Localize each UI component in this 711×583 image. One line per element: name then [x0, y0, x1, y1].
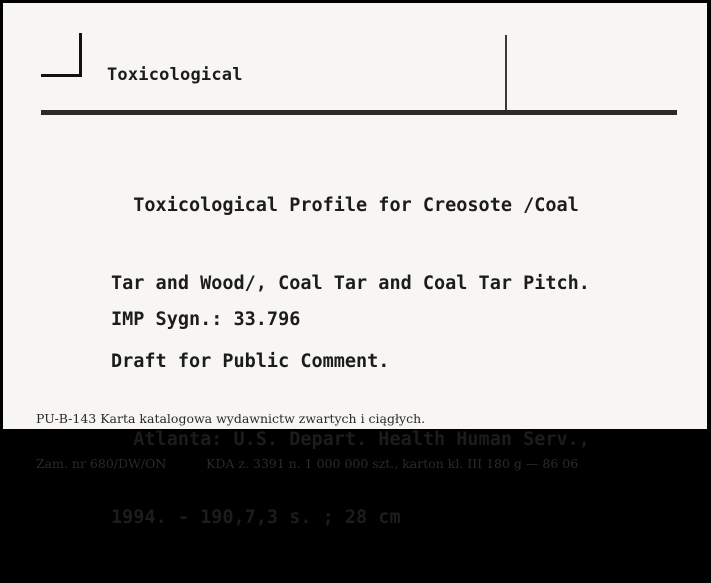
- corner-mark-horizontal: [41, 74, 82, 77]
- entry-line: 1994. - 190,7,3 s. ; 28 cm: [111, 507, 401, 528]
- entry-line: Toxicological Profile for Creosote /Coal: [111, 195, 579, 216]
- footer-line-form: PU-B-143 Karta katalogowa wydawnictw zwartych i ciągłych.: [36, 411, 426, 426]
- header-rule: [41, 110, 677, 115]
- catalog-entry: [111, 141, 691, 583]
- entry-line: Draft for Public Comment.: [111, 351, 390, 372]
- shelf-signature: IMP Sygn.: 33.796: [111, 309, 301, 330]
- catalog-card: [3, 3, 707, 528]
- subject-heading: Toxicological: [107, 65, 243, 85]
- corner-mark-vertical: [79, 33, 82, 77]
- header-divider: [505, 35, 507, 111]
- footer-line-print: Zam. nr 680/DW/ON KDA z. 3391 n. 1 000 000 szt., karton kl. III 180 g — 86 06: [36, 456, 579, 471]
- entry-line: Atlanta: U.S. Depart. Health Human Serv.,: [111, 429, 590, 450]
- card-footer: [36, 381, 578, 501]
- entry-line: Tar and Wood/, Coal Tar and Coal Tar Pitch.: [111, 273, 590, 294]
